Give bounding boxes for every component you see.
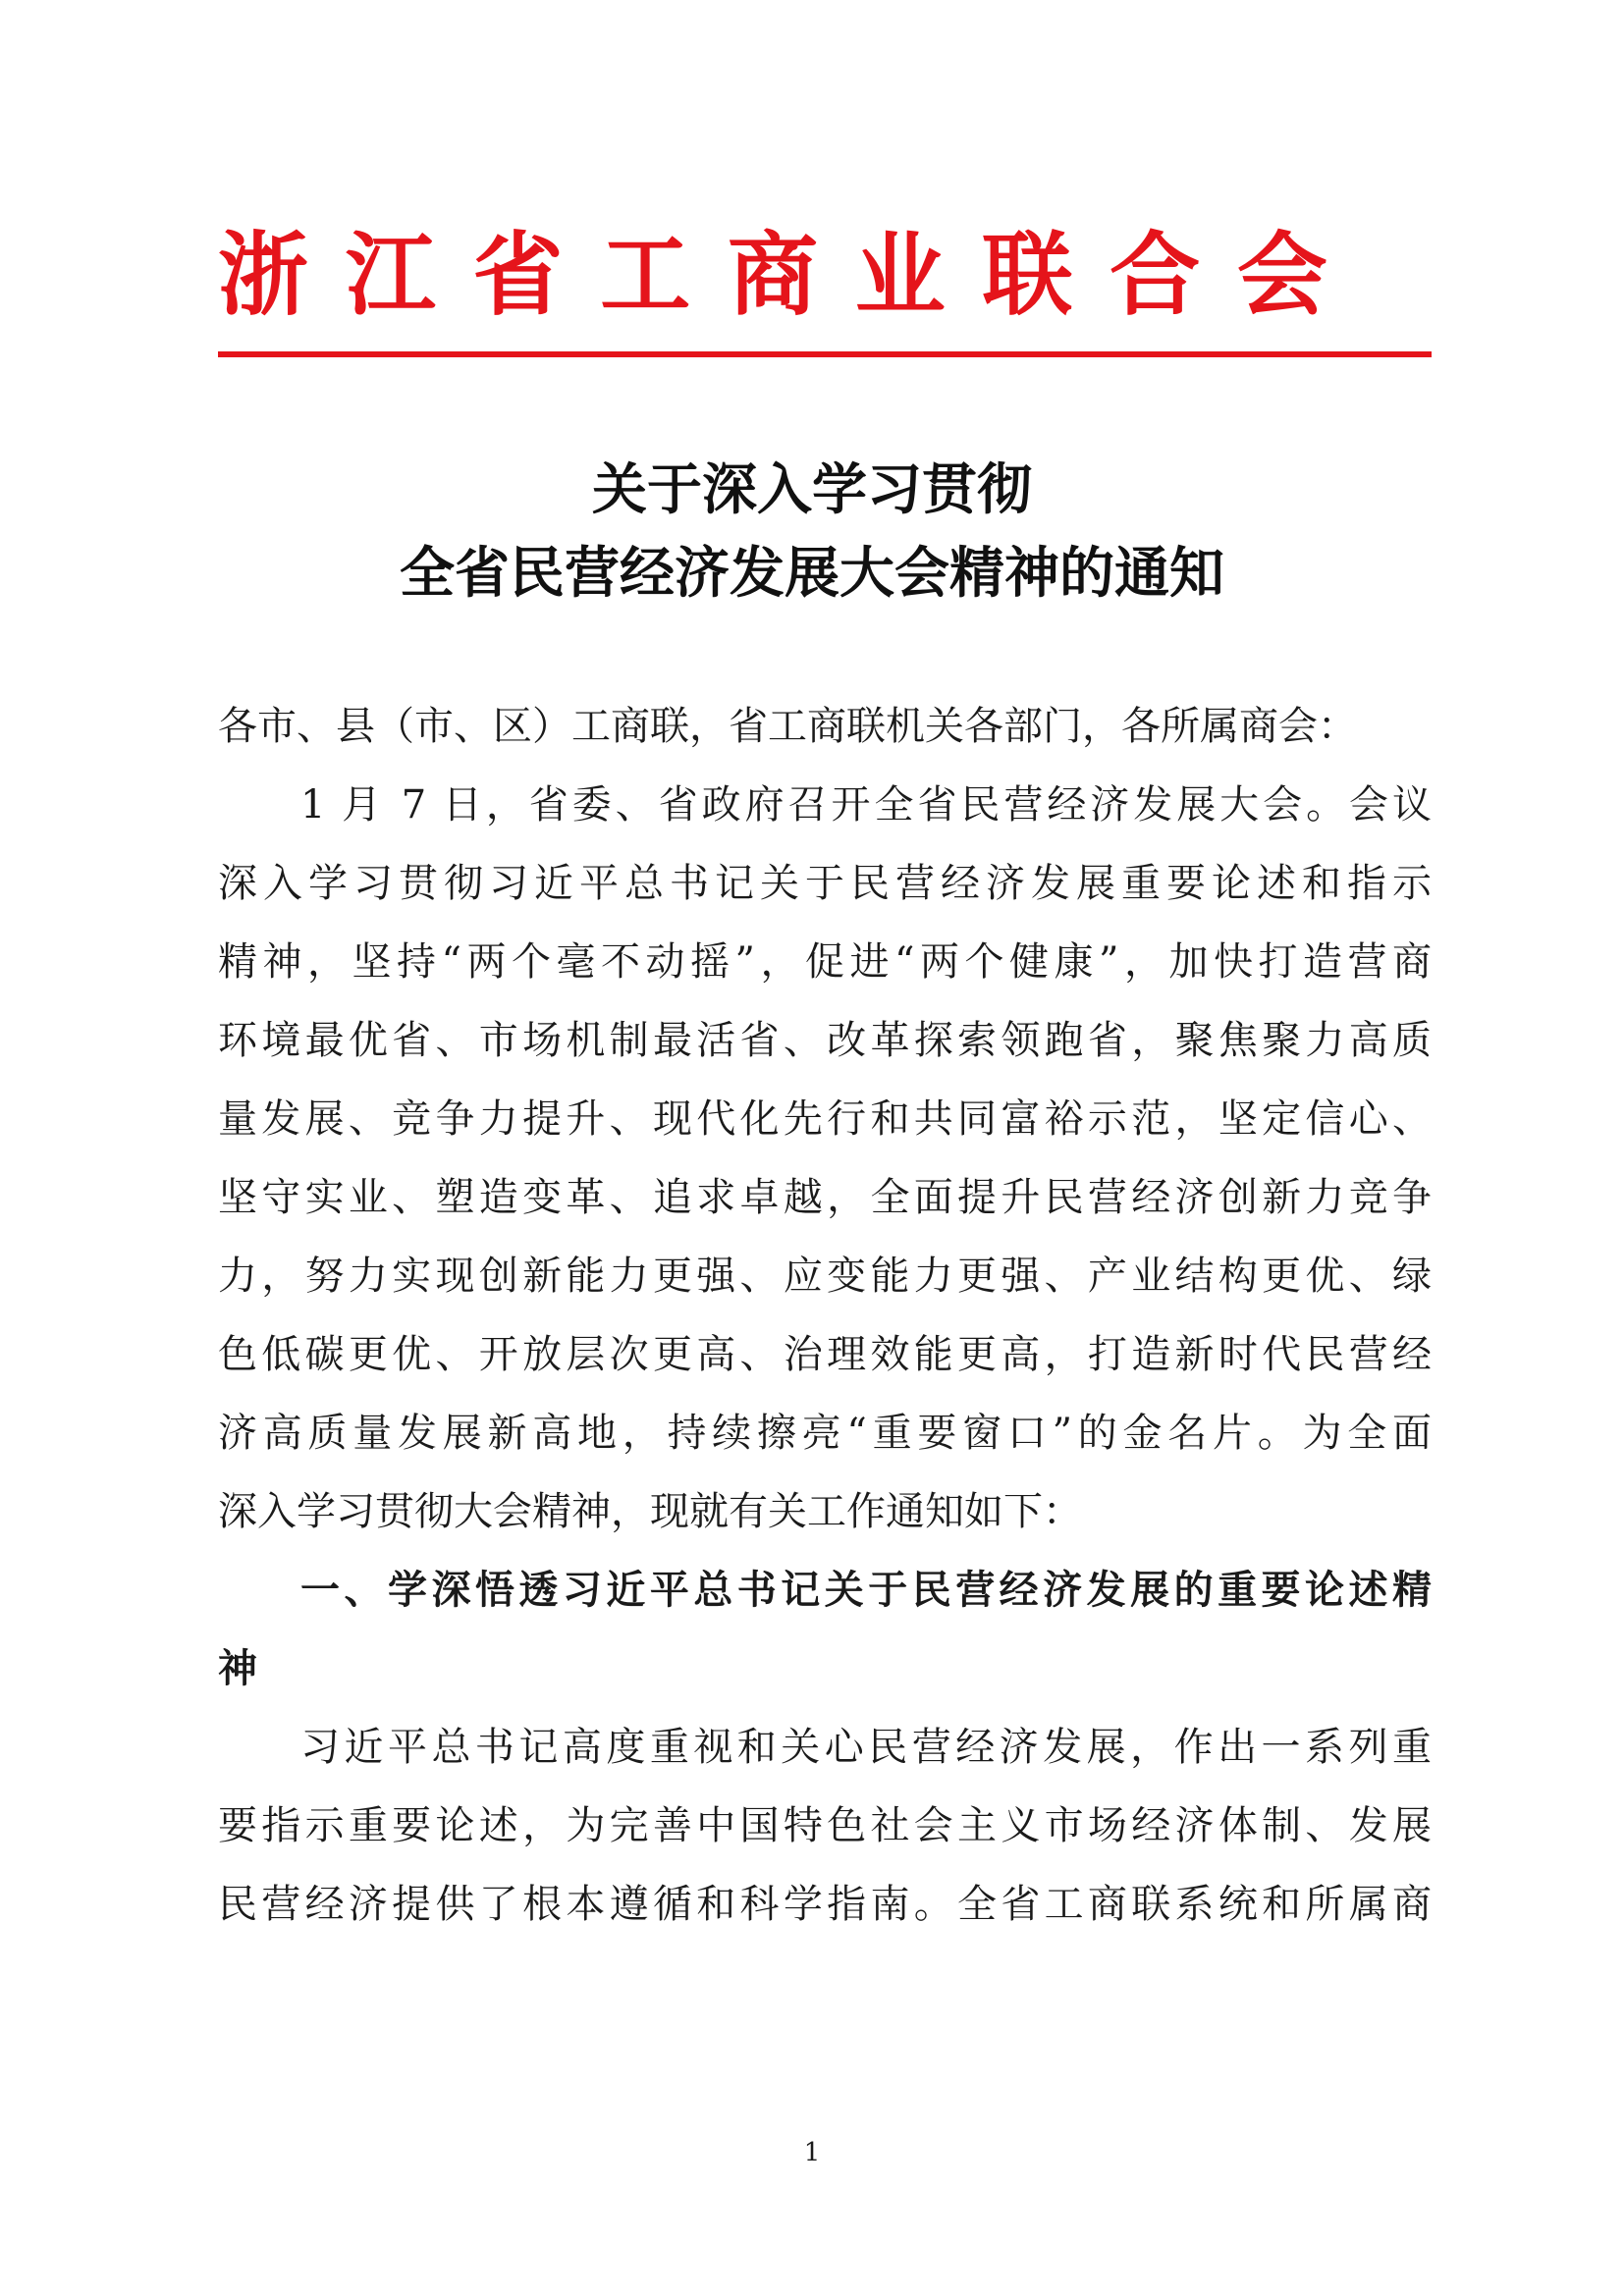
org-char: 联	[982, 222, 1073, 328]
org-char: 合	[1110, 222, 1201, 328]
paragraph-line: 坚守实业、塑造变革、追求卓越，全面提升民营经济创新力竞争	[218, 1175, 1432, 1220]
org-char: 浙	[218, 222, 309, 328]
paragraph-line: 1 月 7 日，省委、省政府召开全省民营经济发展大会。会议	[300, 782, 1432, 828]
paragraph-line: 色低碳更优、开放层次更高、治理效能更高，打造新时代民营经	[218, 1332, 1432, 1377]
org-char: 江	[345, 222, 436, 328]
paragraph-line: 习近平总书记高度重视和关心民营经济发展，作出一系列重	[300, 1725, 1432, 1770]
paragraph-line: 力，努力实现创新能力更强、应变能力更强、产业结构更优、绿	[218, 1254, 1432, 1299]
org-char: 工	[600, 222, 691, 328]
paragraph-line: 环境最优省、市场机制最活省、改革探索领跑省，聚焦聚力高质	[218, 1018, 1432, 1063]
section-heading-line: 一、学深悟透习近平总书记关于民营经济发展的重要论述精	[300, 1568, 1432, 1613]
paragraph-line: 量发展、竞争力提升、现代化先行和共同富裕示范，坚定信心、	[218, 1096, 1432, 1142]
salutation: 各市、县（市、区）工商联，省工商联机关各部门，各所属商会：	[218, 704, 1357, 749]
organization-name-header	[218, 221, 1327, 329]
page-number: 1	[803, 2138, 821, 2167]
section-heading-line: 神	[218, 1646, 257, 1691]
paragraph-line: 要指示重要论述，为完善中国特色社会主义市场经济体制、发展	[218, 1803, 1432, 1848]
org-char: 省	[472, 222, 564, 328]
document-title-line-2: 全省民营经济发展大会精神的通知	[400, 542, 1224, 606]
header-red-divider	[218, 351, 1432, 357]
org-char: 业	[854, 222, 946, 328]
paragraph-line: 深入学习贯彻习近平总书记关于民营经济发展重要论述和指示	[218, 861, 1432, 906]
document-title-line-1: 关于深入学习贯彻	[592, 458, 1032, 522]
paragraph-line: 精神，坚持“两个毫不动摇”，促进“两个健康”，加快打造营商	[218, 939, 1432, 985]
document-body	[218, 687, 1432, 1944]
org-char: 商	[727, 222, 818, 328]
org-char: 会	[1236, 222, 1327, 328]
paragraph-line: 民营经济提供了根本遵循和科学指南。全省工商联系统和所属商	[218, 1882, 1432, 1927]
paragraph-line: 济高质量发展新高地，持续擦亮“重要窗口”的金名片。为全面	[218, 1411, 1432, 1456]
paragraph-line: 深入学习贯彻大会精神，现就有关工作通知如下：	[218, 1489, 1082, 1534]
